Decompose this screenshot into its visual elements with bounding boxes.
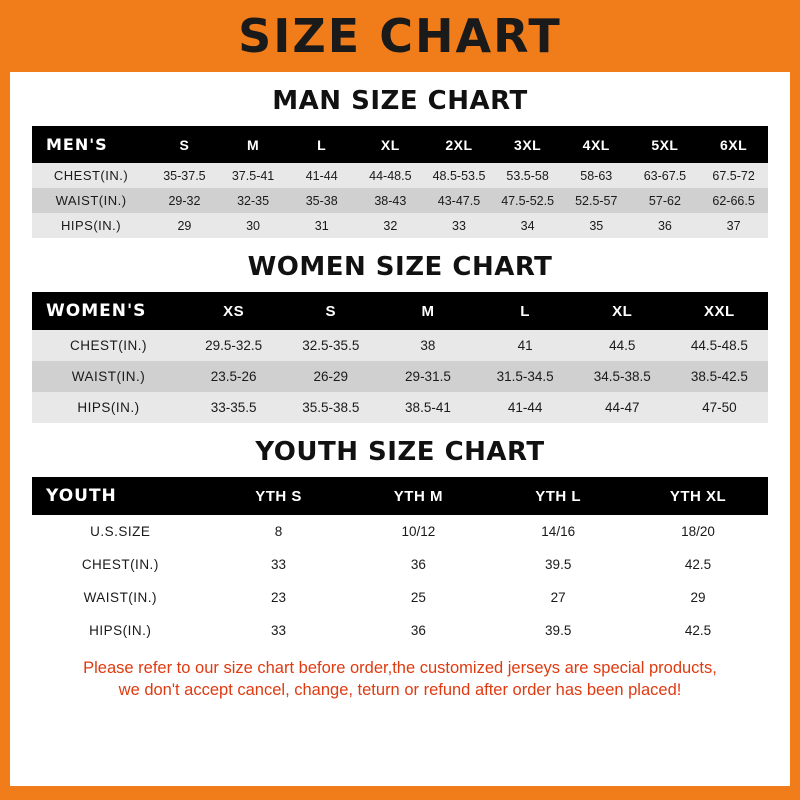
- page-title: SIZE CHART: [238, 9, 562, 63]
- table-row: [32, 163, 768, 188]
- cell-1: 29: [150, 213, 219, 238]
- cell-4: 41: [477, 330, 574, 361]
- cell-1: 29.5-32.5: [185, 330, 282, 361]
- cell-4: 32: [356, 213, 425, 238]
- row-label: WAIST(IN.): [32, 361, 185, 392]
- cell-6: 38.5-42.5: [671, 361, 768, 392]
- cell-3: 38.5-41: [379, 392, 476, 423]
- column-header-4: L: [477, 292, 574, 330]
- table-row: [32, 188, 768, 213]
- cell-3: 41-44: [287, 163, 356, 188]
- column-header-8: 5XL: [631, 126, 700, 163]
- column-header-2: YTH M: [348, 477, 488, 515]
- cell-8: 63-67.5: [631, 163, 700, 188]
- women-table-header: [32, 292, 768, 330]
- women-row-head-label: WOMEN'S: [32, 292, 185, 330]
- cell-2: 10/12: [348, 515, 488, 548]
- cell-5: 34.5-38.5: [574, 361, 671, 392]
- cell-2: 30: [219, 213, 288, 238]
- bottom-accent-bar: [0, 786, 800, 800]
- column-header-1: YTH S: [209, 477, 349, 515]
- cell-1: 35-37.5: [150, 163, 219, 188]
- table-row: [32, 361, 768, 392]
- cell-4: 42.5: [628, 614, 768, 647]
- cell-5: 48.5-53.5: [425, 163, 494, 188]
- cell-3: 39.5: [488, 614, 628, 647]
- column-header-1: S: [150, 126, 219, 163]
- youth-row-head-label: YOUTH: [32, 477, 209, 515]
- cell-3: 29-31.5: [379, 361, 476, 392]
- cell-2: 32.5-35.5: [282, 330, 379, 361]
- column-header-5: 2XL: [425, 126, 494, 163]
- women-size-table: [32, 292, 768, 423]
- youth-table-body: [32, 515, 768, 647]
- column-header-2: M: [219, 126, 288, 163]
- cell-8: 57-62: [631, 188, 700, 213]
- notice-line-2: we don't accept cancel, change, teturn or refund after order has been placed!: [118, 681, 682, 700]
- men-section-title: MAN SIZE CHART: [272, 86, 528, 116]
- column-header-6: 3XL: [493, 126, 562, 163]
- cell-1: 8: [209, 515, 349, 548]
- column-header-2: S: [282, 292, 379, 330]
- men-row-head-label: MEN'S: [32, 126, 150, 163]
- cell-7: 35: [562, 213, 631, 238]
- column-header-1: XS: [185, 292, 282, 330]
- table-row: [32, 614, 768, 647]
- cell-8: 36: [631, 213, 700, 238]
- banner: [0, 0, 800, 72]
- cell-5: 44-47: [574, 392, 671, 423]
- cell-7: 52.5-57: [562, 188, 631, 213]
- cell-3: 38: [379, 330, 476, 361]
- cell-1: 29-32: [150, 188, 219, 213]
- column-header-3: L: [287, 126, 356, 163]
- women-size-section: [10, 252, 790, 423]
- cell-3: 14/16: [488, 515, 628, 548]
- row-label: CHEST(IN.): [32, 330, 185, 361]
- row-label: CHEST(IN.): [32, 548, 209, 581]
- cell-4: 42.5: [628, 548, 768, 581]
- youth-size-table: [32, 477, 768, 647]
- cell-2: 25: [348, 581, 488, 614]
- youth-size-section: [10, 437, 790, 647]
- cell-2: 26-29: [282, 361, 379, 392]
- cell-4: 31.5-34.5: [477, 361, 574, 392]
- row-label: WAIST(IN.): [32, 581, 209, 614]
- cell-4: 18/20: [628, 515, 768, 548]
- cell-2: 36: [348, 548, 488, 581]
- cell-6: 44.5-48.5: [671, 330, 768, 361]
- cell-2: 36: [348, 614, 488, 647]
- cell-9: 62-66.5: [699, 188, 768, 213]
- cell-3: 35-38: [287, 188, 356, 213]
- cell-2: 35.5-38.5: [282, 392, 379, 423]
- table-row: [32, 392, 768, 423]
- notice-line-1: Please refer to our size chart before order,the customized jerseys are special products,: [83, 659, 717, 677]
- women-section-title: WOMEN SIZE CHART: [247, 252, 553, 282]
- notice-text: [10, 647, 790, 702]
- cell-6: 53.5-58: [493, 163, 562, 188]
- cell-9: 37: [699, 213, 768, 238]
- table-row: [32, 515, 768, 548]
- column-header-6: XXL: [671, 292, 768, 330]
- cell-2: 32-35: [219, 188, 288, 213]
- cell-4: 38-43: [356, 188, 425, 213]
- women-table-body: [32, 330, 768, 423]
- cell-3: 27: [488, 581, 628, 614]
- cell-7: 58-63: [562, 163, 631, 188]
- men-table-header: [32, 126, 768, 163]
- column-header-4: YTH XL: [628, 477, 768, 515]
- cell-5: 44.5: [574, 330, 671, 361]
- cell-1: 33: [209, 614, 349, 647]
- table-header-row: [32, 292, 768, 330]
- column-header-9: 6XL: [699, 126, 768, 163]
- cell-3: 31: [287, 213, 356, 238]
- row-label: WAIST(IN.): [32, 188, 150, 213]
- cell-9: 67.5-72: [699, 163, 768, 188]
- column-header-4: XL: [356, 126, 425, 163]
- table-header-row: [32, 126, 768, 163]
- men-size-table: [32, 126, 768, 238]
- men-size-section: [10, 86, 790, 238]
- cell-5: 43-47.5: [425, 188, 494, 213]
- cell-5: 33: [425, 213, 494, 238]
- row-label: CHEST(IN.): [32, 163, 150, 188]
- row-label: HIPS(IN.): [32, 392, 185, 423]
- cell-3: 39.5: [488, 548, 628, 581]
- table-row: [32, 581, 768, 614]
- cell-4: 29: [628, 581, 768, 614]
- table-row: [32, 548, 768, 581]
- men-table-body: [32, 163, 768, 238]
- row-label: HIPS(IN.): [32, 614, 209, 647]
- cell-4: 41-44: [477, 392, 574, 423]
- cell-4: 44-48.5: [356, 163, 425, 188]
- table-row: [32, 330, 768, 361]
- row-label: HIPS(IN.): [32, 213, 150, 238]
- cell-1: 23.5-26: [185, 361, 282, 392]
- cell-6: 47-50: [671, 392, 768, 423]
- youth-section-title: YOUTH SIZE CHART: [255, 437, 545, 467]
- column-header-5: XL: [574, 292, 671, 330]
- column-header-3: M: [379, 292, 476, 330]
- table-header-row: [32, 477, 768, 515]
- cell-1: 23: [209, 581, 349, 614]
- table-row: [32, 213, 768, 238]
- youth-table-header: [32, 477, 768, 515]
- cell-6: 47.5-52.5: [493, 188, 562, 213]
- column-header-7: 4XL: [562, 126, 631, 163]
- row-label: U.S.SIZE: [32, 515, 209, 548]
- cell-6: 34: [493, 213, 562, 238]
- cell-1: 33: [209, 548, 349, 581]
- cell-1: 33-35.5: [185, 392, 282, 423]
- column-header-3: YTH L: [488, 477, 628, 515]
- cell-2: 37.5-41: [219, 163, 288, 188]
